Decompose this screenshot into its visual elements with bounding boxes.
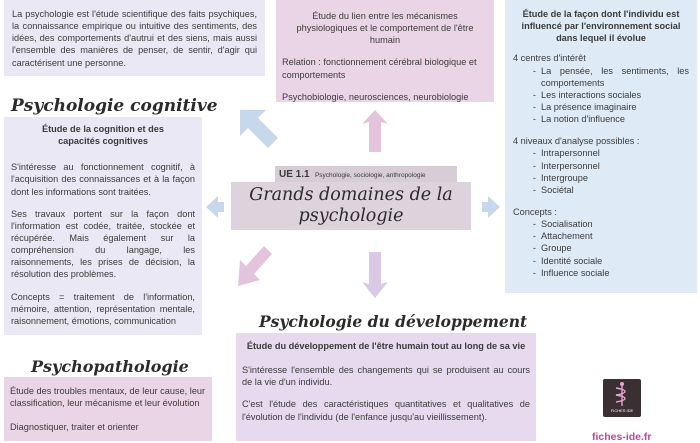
list-item: - La pensée, les sentiments, les comportements	[541, 65, 689, 89]
development-box	[236, 333, 536, 441]
cognitive-title: Psychologie cognitive	[11, 96, 218, 116]
logo	[603, 379, 641, 417]
list-item: - Interpersonnel	[541, 160, 689, 172]
definition-text: La psychologie est l'étude scientifique des faits psychiques, la connaissance empirique ou intuitive des sentiments, des idées, des comportements d'autrui et des siens, mais aussi l'ensemble des manières de penser, de sentir, d'agir qui caractérisent une personne.	[12, 9, 257, 68]
center-tag	[275, 166, 457, 182]
cognitive-p2: Ses travaux portent sur la façon dont l'information est codée, traitée, stockée et récupérée. Mais également sur la compréhension du langage, les raisonnements, les prises de décision, la résolution des problèmes.	[11, 208, 195, 280]
arrow-down-left-icon	[234, 242, 274, 290]
social-concepts-title: Concepts :	[513, 206, 557, 217]
list-item: - Sociétal	[541, 184, 689, 196]
social-box	[505, 0, 697, 293]
list-item: - Influence sociale	[541, 267, 689, 279]
cognitive-p1: S'intéresse au fonctionnement cognitif, à l'acquisition des connaissances et à la façon dont les informations sont traitées.	[11, 162, 195, 197]
social-heading: Étude de la façon dont l'individu est influencé par l'environnement social dans lequel il évolue	[521, 9, 681, 44]
center-title: Grands domaines de la psychologie	[249, 185, 453, 226]
list-item: - La notion d'influence	[541, 113, 689, 125]
center-tag-subject: Psychologie, sociologie, anthropologie	[314, 172, 426, 179]
psychopathology-box	[4, 377, 212, 441]
cognitive-p3: Concepts = traitement de l'information, mémoire, attention, représentation mentale, raisonnement, émotions, communication	[11, 291, 195, 326]
development-p2: C'est l'étude des caractéristiques quantitatives et qualitatives de l'évolution de l'individu (de l'enfance jusqu'au vieillissement).	[242, 399, 530, 422]
physiological-fields: Psychobiologie, neurosciences, neurobiologie	[282, 91, 469, 102]
arrow-up-icon	[360, 108, 390, 154]
list-item: - Groupe	[541, 242, 689, 254]
list-item: - Les interactions sociales	[541, 89, 689, 101]
definition-box	[4, 0, 265, 76]
list-item: - Intergroupe	[541, 172, 689, 184]
arrow-up-left-icon	[236, 104, 280, 152]
center-tag-ue: UE 1.1	[279, 169, 310, 180]
arrow-left-icon	[204, 194, 226, 220]
social-centres-list	[513, 65, 689, 126]
center-title-box	[231, 182, 471, 230]
psychopathology-title: Psychopathologie	[31, 357, 189, 376]
cognitive-heading: Étude de la cognition et des capacités cognitives	[41, 124, 164, 147]
physiological-box	[276, 0, 494, 102]
social-centres-title: 4 centres d'intérêt	[513, 53, 586, 64]
caduceus-icon	[603, 379, 641, 409]
list-item: - Identité sociale	[541, 255, 689, 267]
psychopathology-heading: Étude des troubles mentaux, de leur cause, leur classification, leur mécanisme et leur évolution	[10, 386, 206, 409]
physiological-heading: Étude du lien entre les mécanismes physiologiques et le comportement de l'être humain	[296, 11, 474, 46]
development-title: Psychologie du développement	[259, 312, 528, 331]
development-heading: Étude du développement de l'être humain tout au long de sa vie	[246, 341, 526, 351]
arrow-down-icon	[360, 250, 390, 300]
physiological-relation: Relation : fonctionnement cérébral biologique et comportements	[282, 57, 477, 80]
social-concepts-list	[513, 218, 689, 279]
social-niveaux-title: 4 niveaux d'analyse possibles :	[513, 136, 640, 147]
list-item: - Attachement	[541, 230, 689, 242]
psychopathology-p1: Diagnostiquer, traiter et orienter	[10, 422, 139, 433]
list-item: - La présence imaginaire	[541, 101, 689, 113]
site-link[interactable]: fiches-ide.fr	[592, 431, 652, 443]
list-item: - Socialisation	[541, 218, 689, 230]
list-item: - Intrapersonnel	[541, 147, 689, 159]
development-p1: S'intéresse l'ensemble des changements qui se produisent au cours de la vie d'un individu.	[242, 365, 530, 388]
social-niveaux-list	[513, 147, 689, 196]
logo-caption: FICHES IDE	[610, 408, 634, 413]
arrow-right-icon	[480, 194, 502, 220]
cognitive-box	[4, 117, 202, 335]
